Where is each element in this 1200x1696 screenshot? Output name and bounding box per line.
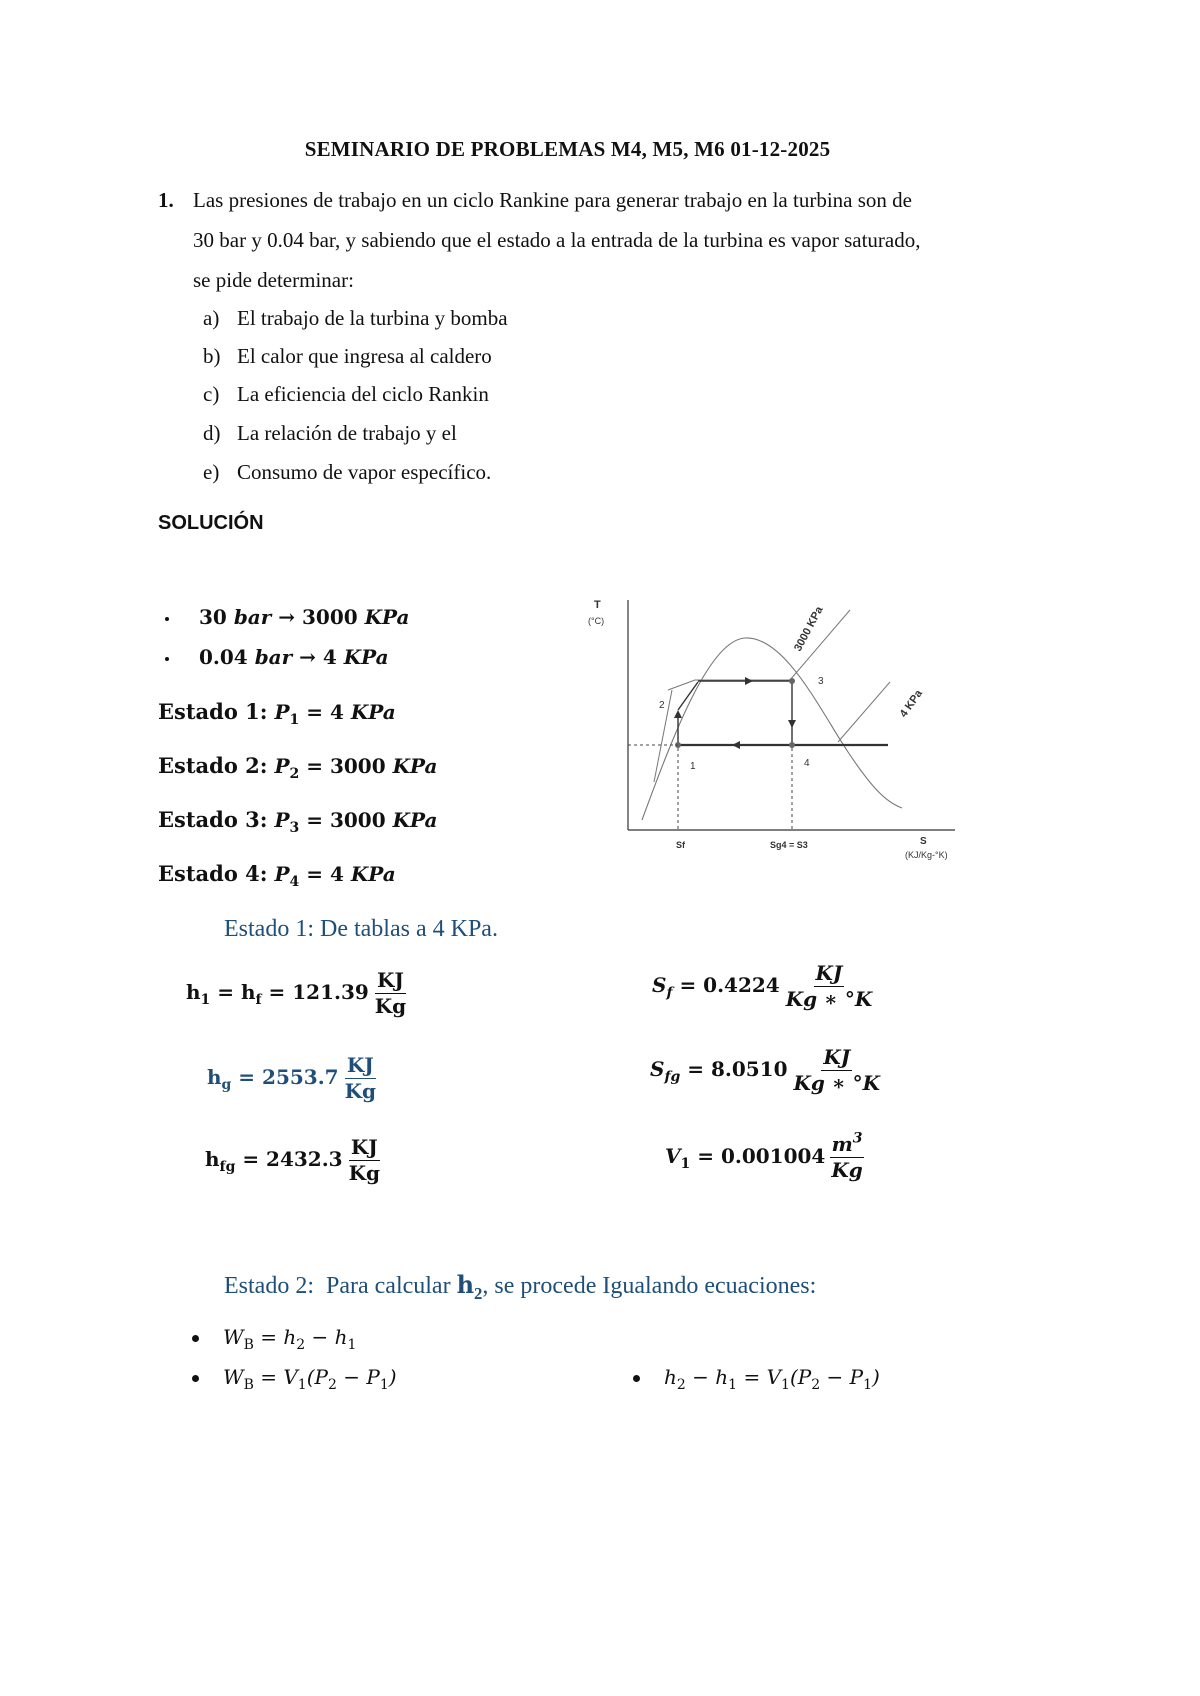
state-4-pressure: Estado 4: $P_4 = 4$ KPa bbox=[158, 861, 396, 890]
item-c-letter: c) bbox=[203, 382, 220, 406]
eq-symbol: V bbox=[665, 1144, 681, 1168]
equation-text: $h_2 - h_1 = V_1(P_2 - P_1)$ bbox=[664, 1365, 880, 1393]
equation-wb-h bbox=[192, 1325, 357, 1353]
fraction-denominator: Kg bbox=[374, 994, 407, 1018]
point-label-3: 3 bbox=[818, 676, 824, 687]
eq-unit-fraction bbox=[373, 970, 408, 1017]
problem-number: 1. bbox=[158, 188, 174, 212]
bullet-icon bbox=[165, 617, 169, 621]
state-symbol: P bbox=[274, 754, 290, 778]
eq-value: 121.39 bbox=[292, 980, 369, 1004]
item-e-text: Consumo de vapor específico. bbox=[237, 460, 492, 484]
state-1-pressure: Estado 1: $P_1 = 4$ KPa bbox=[158, 699, 396, 728]
state-unit: KPa bbox=[392, 808, 438, 832]
item-d-letter: d) bbox=[203, 421, 221, 445]
hg-equation: $h_g = 2553.7$ $\frac{KJ}{Kg}$ bbox=[207, 1053, 376, 1103]
fraction-denominator: Kg ∗ °K bbox=[785, 987, 873, 1011]
point-label-2: 2 bbox=[659, 700, 665, 711]
heading-subscript: 2 bbox=[474, 1283, 483, 1303]
problem-line-3: se pide determinar: bbox=[193, 268, 354, 292]
eq-symbol: h bbox=[205, 1147, 220, 1171]
conversion-result: 3000 bbox=[302, 605, 358, 629]
state-symbol: P bbox=[274, 700, 290, 724]
solution-heading: SOLUCIÓN bbox=[158, 512, 264, 534]
state-value: 3000 bbox=[329, 754, 386, 778]
state-label: Estado 4: bbox=[158, 861, 268, 886]
conversion-unit: bar bbox=[233, 605, 272, 629]
fraction-numerator: KJ bbox=[350, 1135, 378, 1159]
heading-symbol: h bbox=[456, 1270, 475, 1299]
x-axis-unit: (KJ/Kg-°K) bbox=[905, 850, 948, 860]
arrow-icon bbox=[788, 720, 796, 728]
state-2-pressure: Estado 2: $P_2 = 3000$ KPa bbox=[158, 753, 438, 782]
item-c-text: La eficiencia del ciclo Rankin bbox=[237, 382, 489, 406]
eq-value: 0.4224 bbox=[703, 973, 780, 997]
eq-value: 0.001004 bbox=[720, 1144, 826, 1168]
item-e-letter: e) bbox=[203, 460, 220, 484]
eq-unit-fraction bbox=[829, 1130, 864, 1182]
item-a-letter: a) bbox=[203, 306, 220, 330]
fraction-numerator: m bbox=[831, 1132, 853, 1156]
y-axis-label: T bbox=[594, 599, 601, 611]
eq-unit-fraction bbox=[784, 963, 875, 1010]
conversion-row bbox=[165, 605, 409, 629]
point-4 bbox=[789, 742, 795, 748]
eq-unit-fraction bbox=[792, 1047, 883, 1094]
conversion-unit: bar bbox=[254, 645, 293, 669]
hfg-equation: $h_{fg} = 2432.3$ $\frac{KJ}{Kg}$ bbox=[205, 1135, 380, 1185]
eq-symbol: S bbox=[652, 973, 667, 997]
fraction-denominator: Kg bbox=[344, 1079, 376, 1103]
arrow-icon: → bbox=[299, 645, 316, 669]
fraction-denominator: Kg bbox=[348, 1161, 380, 1185]
eq-subscript: 1 bbox=[200, 991, 211, 1008]
eq-value: 2553.7 bbox=[262, 1065, 339, 1089]
state-symbol: P bbox=[274, 862, 290, 886]
arrow-icon bbox=[745, 677, 753, 685]
arrow-icon: → bbox=[278, 605, 296, 629]
saturation-dome bbox=[642, 638, 902, 820]
conversion-result: 4 bbox=[322, 645, 337, 669]
hf-equation: $h_1 = h_f = 121.39$ $\frac{KJ}{Kg}$ bbox=[186, 968, 407, 1018]
eq-value: 2432.3 bbox=[266, 1147, 343, 1171]
item-a-text: El trabajo de la turbina y bomba bbox=[237, 306, 508, 330]
point-label-1: 1 bbox=[690, 761, 696, 772]
state-value: 4 bbox=[329, 862, 344, 886]
eq-unit-fraction bbox=[343, 1055, 378, 1102]
fraction-exponent: 3 bbox=[852, 1130, 863, 1147]
fraction-numerator: KJ bbox=[377, 968, 404, 992]
equation-text: $W_B = V_1(P_2 - P_1)$ bbox=[223, 1365, 397, 1393]
bullet-icon bbox=[192, 1375, 199, 1382]
conversion-value: 30 bbox=[199, 605, 227, 629]
state-label: Estado 3: bbox=[158, 807, 268, 832]
x-axis-label: S bbox=[920, 836, 927, 847]
fraction-numerator: KJ bbox=[815, 961, 843, 985]
bullet-icon bbox=[633, 1375, 640, 1382]
item-b-text: El calor que ingresa al caldero bbox=[237, 344, 492, 368]
eq-subscript: fg bbox=[219, 1158, 236, 1175]
ts-diagram bbox=[580, 590, 980, 880]
equation-h-v bbox=[633, 1365, 880, 1393]
eq-subscript: 1 bbox=[680, 1155, 691, 1172]
point-3 bbox=[789, 678, 795, 684]
heading-text: Estado 2: Para calcular bbox=[224, 1273, 457, 1299]
estado2-heading bbox=[224, 1270, 817, 1303]
state-subscript: 2 bbox=[289, 765, 300, 782]
state-subscript: 4 bbox=[289, 873, 300, 890]
state-symbol: P bbox=[274, 808, 290, 832]
item-d-text: La relación de trabajo y el bbox=[237, 421, 457, 445]
state-subscript: 3 bbox=[289, 819, 300, 836]
eq-symbol: h bbox=[240, 980, 256, 1004]
state-3-pressure: Estado 3: $P_3 = 3000$ KPa bbox=[158, 807, 438, 836]
state-unit: KPa bbox=[392, 754, 438, 778]
item-b-letter: b) bbox=[203, 344, 221, 368]
bullet-icon bbox=[192, 1335, 199, 1342]
state-unit: KPa bbox=[350, 700, 396, 724]
problem-line-2: 30 bar y 0.04 bar, y sabiendo que el estado a la entrada de la turbina es vapor saturado, bbox=[193, 228, 921, 252]
isobar-3000-label: 3000 KPa bbox=[792, 604, 826, 654]
y-axis-unit: (°C) bbox=[588, 616, 605, 626]
conversion-value: 0.04 bbox=[199, 645, 248, 669]
sf-equation: $S_f = 0.4224$ $\frac{KJ}{Kg ∗ ^\circ K}$ bbox=[652, 961, 873, 1011]
sf-label: Sf bbox=[676, 840, 685, 850]
conversion-row bbox=[165, 645, 389, 669]
eq-subscript: g bbox=[221, 1076, 232, 1093]
eq-symbol: h bbox=[186, 980, 201, 1004]
eq-subscript: f bbox=[666, 984, 673, 1001]
fraction-numerator: KJ bbox=[823, 1045, 851, 1069]
v1-equation: $V_1 = 0.001004$ $\frac{m^3}{Kg}$ bbox=[665, 1130, 863, 1182]
heading-text: , se procede Igualando ecuaciones: bbox=[482, 1273, 817, 1299]
bullet-icon bbox=[165, 657, 169, 661]
state-unit: KPa bbox=[350, 862, 396, 886]
equation-wb-v bbox=[192, 1365, 397, 1393]
state-subscript: 1 bbox=[289, 711, 300, 728]
arrow-icon bbox=[732, 741, 740, 749]
eq-symbol: h bbox=[207, 1065, 222, 1089]
conversion-result-unit: KPa bbox=[343, 645, 389, 669]
state-label: Estado 1: bbox=[158, 699, 268, 724]
eq-symbol: S bbox=[650, 1057, 665, 1081]
point-label-4: 4 bbox=[804, 758, 810, 769]
page-title: SEMINARIO DE PROBLEMAS M4, M5, M6 01-12-2025 bbox=[304, 137, 831, 161]
eq-value: 8.0510 bbox=[710, 1057, 788, 1081]
sg-label: Sg4 = S3 bbox=[770, 840, 808, 850]
fraction-denominator: Kg bbox=[831, 1158, 863, 1182]
state-label: Estado 2: bbox=[158, 753, 268, 778]
isobar-4 bbox=[838, 682, 890, 742]
sfg-equation: $S_{fg} = 8.0510$ $\frac{KJ}{Kg ∗ ^\circ K}$ bbox=[650, 1045, 880, 1095]
equation-text: $W_B = h_2 - h_1$ bbox=[223, 1325, 357, 1353]
estado1-heading: Estado 1: De tablas a 4 KPa. bbox=[224, 916, 498, 942]
state-value: 4 bbox=[329, 700, 344, 724]
state-value: 3000 bbox=[329, 808, 386, 832]
eq-subscript: f bbox=[255, 991, 262, 1008]
eq-unit-fraction bbox=[347, 1137, 382, 1184]
problem-line-1: Las presiones de trabajo en un ciclo Rankine para generar trabajo en la turbina son de bbox=[193, 188, 912, 212]
fraction-denominator: Kg ∗ °K bbox=[793, 1071, 880, 1095]
eq-subscript: fg bbox=[664, 1068, 681, 1085]
fraction-numerator: KJ bbox=[346, 1053, 374, 1077]
conversion-result-unit: KPa bbox=[364, 605, 410, 629]
isobar-4-label: 4 KPa bbox=[897, 687, 925, 720]
arrow-icon bbox=[674, 710, 682, 718]
